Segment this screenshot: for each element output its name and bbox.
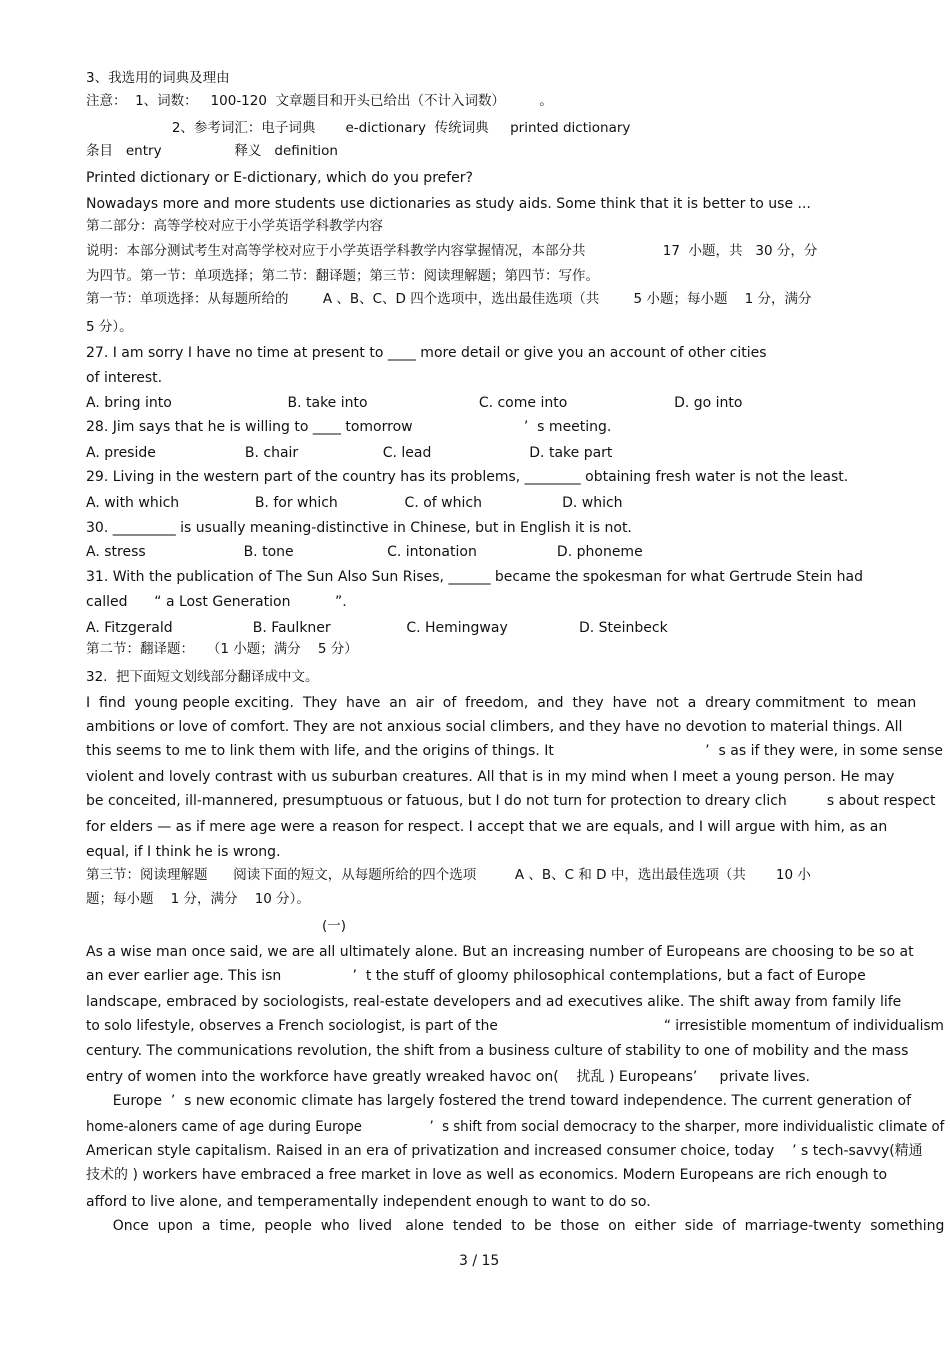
options-28: A. preside B. chair C. lead D. take part bbox=[86, 445, 613, 461]
text-line: be conceited, ill-mannered, presumptuous or fatuous, but I do not turn for protection to dreary clich s about respect bbox=[86, 793, 936, 809]
text-line: 为四节。第一节：单项选择；第二节：翻译题；第三节：阅读理解题；第四节：写作。 bbox=[86, 268, 599, 284]
text-line: violent and lovely contrast with us suburban creatures. All that is in my mind when I meet a young person. He may bbox=[86, 769, 895, 785]
question-30: 30. _________ is usually meaning-distinctive in Chinese, but in English it is not. bbox=[86, 520, 632, 536]
text-line: American style capitalism. Raised in an era of privatization and increased consumer choice, today ’ s tech-savvy(精通 bbox=[86, 1143, 923, 1159]
text-line: 题；每小题 1 分，满分 10 分）。 bbox=[86, 891, 310, 907]
section-heading: 第二节：翻译题： （1 小题；满分 5 分） bbox=[86, 641, 358, 657]
options-30: A. stress B. tone C. intonation D. phoneme bbox=[86, 544, 643, 560]
text-line: called “ a Lost Generation ”. bbox=[86, 594, 347, 610]
text-line: home-aloners came of age during Europe ’ s shift from social democracy to the sharper, more individualistic climate of bbox=[86, 1119, 945, 1135]
text-line: 注意： 1、词数： 100-120 文章题目和开头已给出（不计入词数） 。 bbox=[86, 93, 553, 109]
text-line: 说明：本部分测试考生对高等学校对应于小学英语学科教学内容掌握情况，本部分共 17 小题，共 30 分，分 bbox=[86, 243, 818, 259]
text-line: 技术的 ) workers have embraced a free market in love as well as economics. Modern Europeans are rich enough to bbox=[86, 1167, 888, 1183]
text-line: an ever earlier age. This isn ’ t the stuff of gloomy philosophical contemplations, but a fact of Europe bbox=[86, 968, 866, 984]
question-28: 28. Jim says that he is willing to ____ tomorrow ’ s meeting. bbox=[86, 419, 612, 435]
text-line: to solo lifestyle, observes a French sociologist, is part of the “ irresistible momentum of individualism bbox=[86, 1018, 944, 1034]
options-31: A. Fitzgerald B. Faulkner C. Hemingway D. Steinbeck bbox=[86, 620, 668, 636]
text-line: this seems to me to link them with life, and the origins of things. It ’ s as if they were, in some sense bbox=[86, 743, 944, 759]
question-31: 31. With the publication of The Sun Also Sun Rises, ______ became the spokesman for what Gertrude Stein had bbox=[86, 569, 863, 585]
question-29: 29. Living in the western part of the country has its problems, ________ obtaining fresh water is not the least. bbox=[86, 469, 849, 485]
options-27: A. bring into B. take into C. come into D. go into bbox=[86, 395, 743, 411]
section-heading: 第二部分：高等学校对应于小学英语学科教学内容 bbox=[86, 218, 383, 234]
text-line: 5 分）。 bbox=[86, 319, 133, 335]
question-27: 27. I am sorry I have no time at present to ____ more detail or give you an account of other cities bbox=[86, 345, 767, 361]
options-29: A. with which B. for which C. of which D. which bbox=[86, 495, 623, 511]
passage-number: (一) bbox=[86, 918, 347, 934]
text-line: Printed dictionary or E-dictionary, which do you prefer? bbox=[86, 170, 473, 186]
question-32: 32. 把下面短文划线部分翻译成中文。 bbox=[86, 669, 319, 685]
text-line: Once upon a time, people who lived alone tended to be those on either side of marriage-twenty something bbox=[86, 1218, 945, 1234]
section-heading: 第三节：阅读理解题 阅读下面的短文，从每题所给的四个选项 A 、B、C 和 D 中，选出最佳选项（共 10 小 bbox=[86, 867, 811, 883]
text-line: Europe ’ s new economic climate has largely fostered the trend toward independence. The current generation of bbox=[86, 1093, 912, 1109]
text-line: 2、参考词汇：电子词典 e-dictionary 传统词典 printed dictionary bbox=[86, 120, 631, 136]
text-line: 第一节：单项选择：从每题所给的 A 、B、C、D 四个选项中，选出最佳选项（共 5 小题；每小题 1 分，满分 bbox=[86, 291, 812, 307]
text-line: afford to live alone, and temperamentally independent enough to want to do so. bbox=[86, 1194, 651, 1210]
text-line: equal, if I think he is wrong. bbox=[86, 844, 281, 860]
page-number: 3 / 15 bbox=[459, 1253, 500, 1269]
text-line: As a wise man once said, we are all ultimately alone. But an increasing number of Europeans are choosing to be so at bbox=[86, 944, 914, 960]
text-line: entry of women into the workforce have greatly wreaked havoc on( 扰乱 ) Europeans’ private lives. bbox=[86, 1069, 810, 1085]
text-line: for elders — as if mere age were a reason for respect. I accept that we are equals, and I will argue with him, as an bbox=[86, 819, 888, 835]
text-line: Nowadays more and more students use dictionaries as study aids. Some think that it is better to use ... bbox=[86, 196, 811, 212]
text-line: I find young people exciting. They have an air of freedom, and they have not a dreary commitment to mean bbox=[86, 695, 917, 711]
text-line: century. The communications revolution, the shift from a business culture of stability to one of mobility and the mass bbox=[86, 1043, 909, 1059]
text-line: landscape, embraced by sociologists, real-estate developers and ad executives alike. The shift away from family life bbox=[86, 994, 902, 1010]
text-line: of interest. bbox=[86, 370, 163, 386]
text-line: ambitions or love of comfort. They are not anxious social climbers, and they have no devotion to material things. All bbox=[86, 719, 903, 735]
text-line: 3、我选用的词典及理由 bbox=[86, 70, 230, 86]
text-line: 条目 entry 释义 definition bbox=[86, 143, 338, 159]
